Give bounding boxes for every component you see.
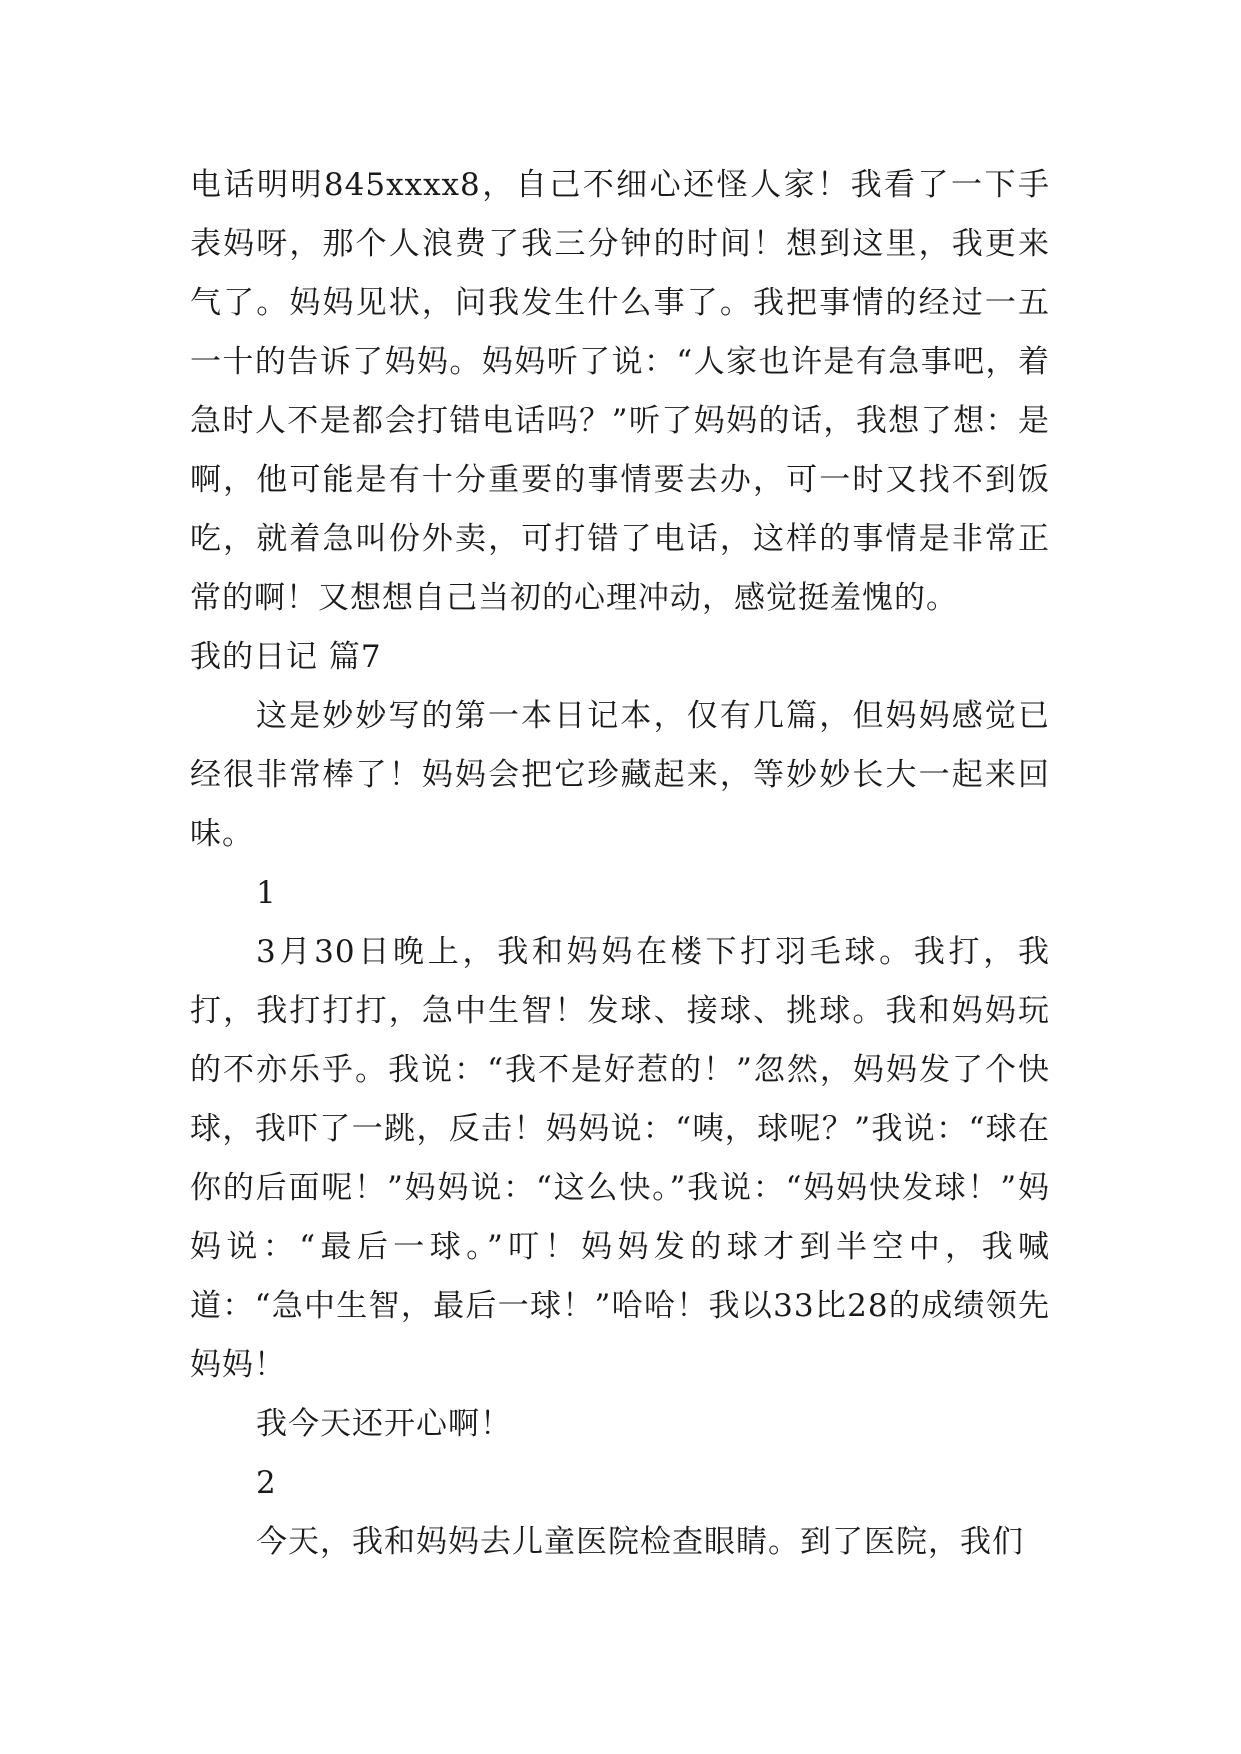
paragraph-badminton: 3月30日晚上，我和妈妈在楼下打羽毛球。我打，我打，我打打打，急中生智！发球、接球、挑球。我和妈妈玩的不亦乐乎。我说：“我不是好惹的！”忽然，妈妈发了个快球，我吓了一跳，反击！妈妈说：“咦，球呢？”我说：“球在你的后面呢！”妈妈说：“这么快。”我说：“妈妈快发球！”妈妈说：“最后一球。”叮！妈妈发的球才到半空中，我喊道：“急中生智，最后一球！”哈哈！我以33比28的成绩领先妈妈！ — [190, 934, 1050, 1383]
paragraph-hospital: 今天，我和妈妈去儿童医院检查眼睛。到了医院，我们 — [256, 1524, 1024, 1560]
document-body — [190, 156, 1050, 1572]
entry-number-1: 1 — [256, 875, 277, 911]
paragraph-intro: 这是妙妙写的第一本日记本，仅有几篇，但妈妈感觉已经很非常棒了！妈妈会把它珍藏起来，等妙妙长大一起来回味。 — [190, 698, 1050, 852]
paragraph-phone-story: 电话明明845xxxx8，自己不细心还怪人家！我看了一下手表妈呀，那个人浪费了我三分钟的时间！想到这里，我更来气了。妈妈见状，问我发生什么事了。我把事情的经过一五一十的告诉了妈妈。妈妈听了说：“人家也许是有急事吧，着急时人不是都会打错电话吗？”听了妈妈的话，我想了想：是啊，他可能是有十分重要的事情要去办，可一时又找不到饭吃，就着急叫份外卖，可打错了电话，这样的事情是非常正常的啊！又想想自己当初的心理冲动，感觉挺羞愧的。 — [190, 167, 1050, 616]
paragraph-happy: 我今天还开心啊！ — [256, 1406, 512, 1442]
section-heading: 我的日记 篇7 — [190, 639, 382, 675]
entry-number-2: 2 — [256, 1465, 277, 1501]
